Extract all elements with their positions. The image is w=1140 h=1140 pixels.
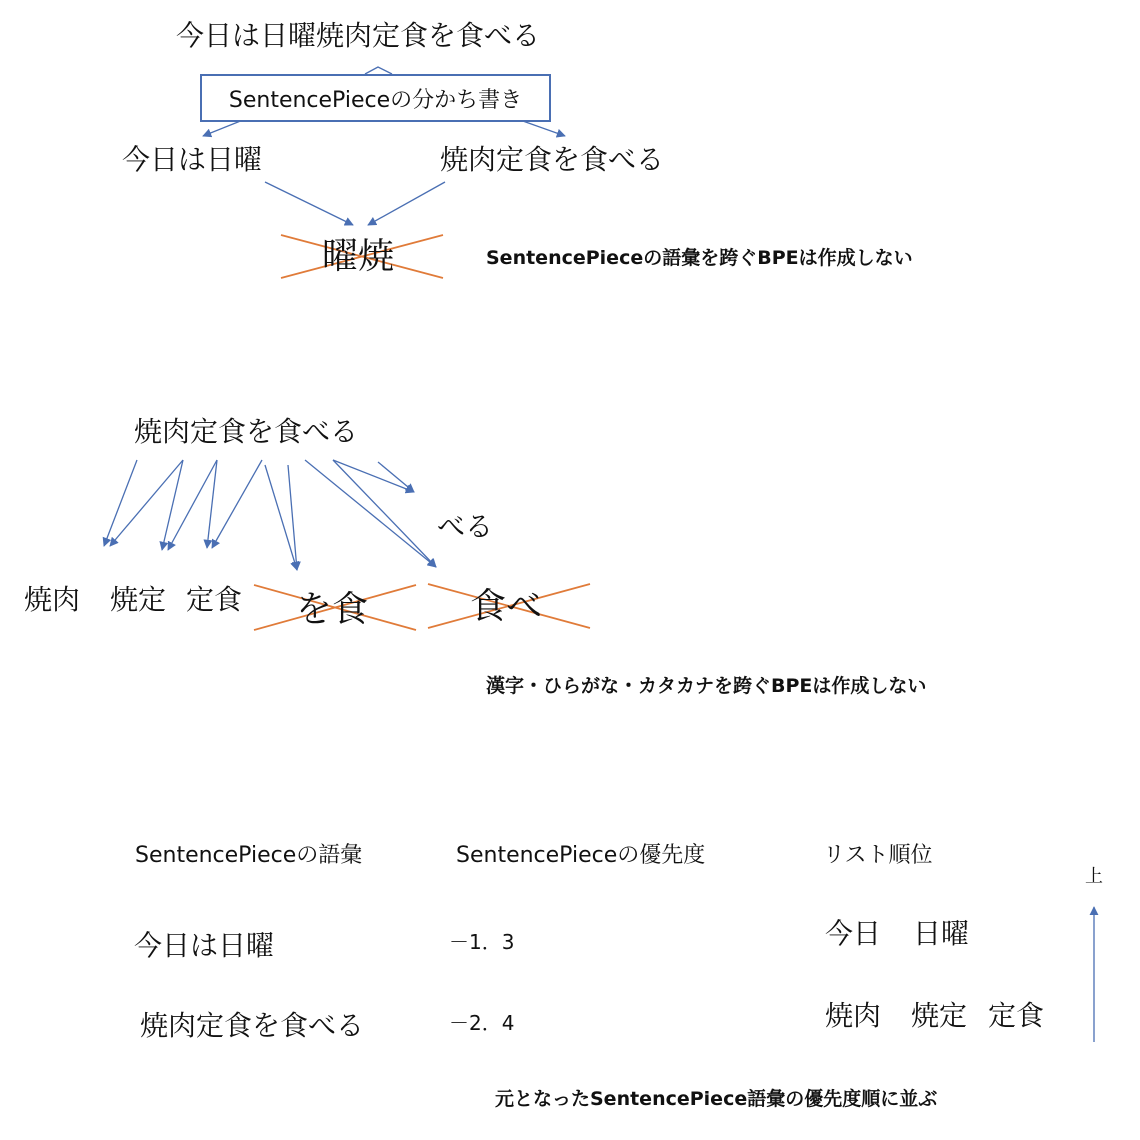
- sentence-to-box-connector: [365, 67, 392, 74]
- header-vocab: SentencePieceの語彙: [135, 843, 363, 868]
- crossed-merge-2: を食: [296, 589, 369, 630]
- crossed-merge-3: 食べ: [470, 586, 543, 627]
- row1-token-2: 日曜: [913, 917, 970, 950]
- crossed-merge-1: 曜焼: [322, 236, 395, 277]
- pair-yakitei: 焼定: [110, 583, 167, 616]
- row2-vocab: 焼肉定食を食べる: [140, 1009, 365, 1042]
- arrow-to-tabe: [305, 460, 436, 567]
- right-to-merge-arrow: [368, 182, 445, 225]
- arrow-to-beru-2: [378, 462, 414, 492]
- row2-token-3: 定食: [988, 999, 1045, 1032]
- beru-piece: べる: [437, 510, 494, 543]
- pair-yakiniku: 焼肉: [24, 583, 81, 616]
- row1-token-1: 今日: [825, 917, 882, 950]
- up-label: 上: [1085, 866, 1103, 887]
- caption-1: SentencePieceの語彙を跨ぐBPEは作成しない: [486, 247, 913, 269]
- row1-priority: －1．3: [449, 930, 515, 954]
- sentence-title: 今日は日曜焼肉定食を食べる: [176, 19, 541, 52]
- pair-teishoku: 定食: [186, 583, 243, 616]
- segmentation-box: [200, 74, 551, 122]
- arrow-to-tabe-2: [333, 460, 436, 567]
- right-piece: 焼肉定食を食べる: [440, 143, 665, 176]
- header-order: リスト順位: [823, 843, 933, 868]
- word-title: 焼肉定食を食べる: [134, 415, 359, 448]
- left-to-merge-arrow: [265, 182, 353, 225]
- box-to-left-arrow: [203, 120, 243, 136]
- arrow-to-beru: [333, 460, 414, 492]
- section2-arrows: [104, 460, 436, 570]
- header-priority: SentencePieceの優先度: [456, 843, 706, 868]
- arrow-to-teishoku-2: [212, 460, 262, 548]
- row1-vocab: 今日は日曜: [134, 929, 275, 962]
- arrow-to-teishoku: [207, 460, 217, 548]
- row2-priority: －2．4: [449, 1011, 515, 1035]
- box-to-right-arrow: [520, 120, 565, 136]
- left-piece: 今日は日曜: [122, 143, 263, 176]
- caption-2: 漢字・ひらがな・カタカナを跨ぐBPEは作成しない: [486, 675, 927, 697]
- caption-3: 元となったSentencePiece語彙の優先度順に並ぶ: [495, 1088, 938, 1110]
- segmentation-box-label: SentencePieceの分かち書き: [228, 87, 523, 113]
- row2-token-2: 焼定: [911, 999, 968, 1032]
- row2-token-1: 焼肉: [825, 999, 882, 1032]
- arrow-to-yakitei: [162, 460, 183, 550]
- arrow-to-yakitei-2: [168, 460, 217, 550]
